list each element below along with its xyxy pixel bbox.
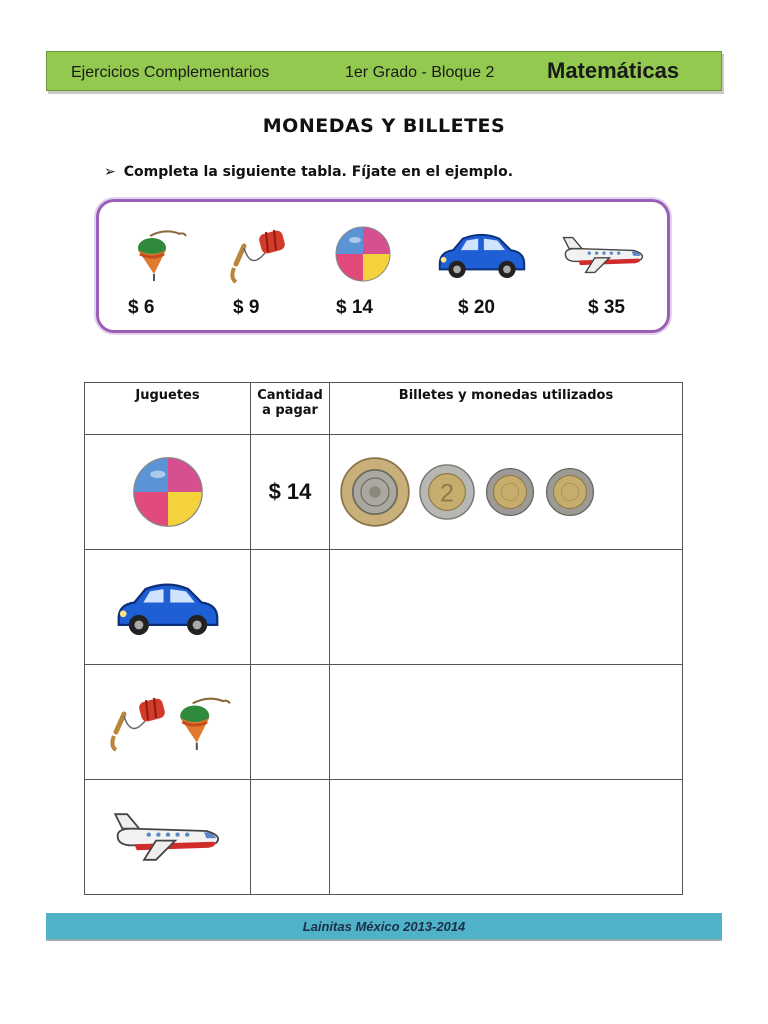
header-amount: Cantidad a pagar [251, 383, 330, 435]
amount-cell[interactable] [251, 780, 330, 895]
header-bar [46, 51, 722, 91]
header-subject-text: Matemáticas [547, 58, 680, 83]
price-car: $ 20 [458, 297, 495, 318]
ten-peso-coin-icon [340, 457, 410, 527]
airplane-icon [108, 807, 228, 867]
page-title: MONEDAS Y BILLETES [262, 115, 506, 137]
one-peso-coin-icon [484, 466, 536, 518]
price-yoyo: $ 9 [233, 297, 260, 318]
footer-bar [46, 913, 722, 941]
table-row [85, 665, 683, 780]
header-toys: Juguetes [85, 383, 251, 435]
toy-cell [85, 780, 251, 895]
toy-cell [85, 435, 251, 550]
table-header-row [85, 383, 683, 435]
yoyo-icon [222, 224, 292, 284]
header-left-text: Ejercicios Complementarios [71, 64, 270, 81]
amount-cell[interactable] [251, 435, 330, 550]
beach-ball-icon [130, 454, 206, 530]
money-cell[interactable] [330, 665, 683, 780]
table-row [85, 780, 683, 895]
amount-value [251, 550, 329, 594]
instruction [104, 164, 513, 180]
amount-value: $ 14 [268, 479, 312, 504]
footer-text: Lainitas México 2013-2014 [302, 919, 466, 934]
money-cell[interactable] [330, 435, 683, 550]
price-spinning-top: $ 6 [128, 297, 155, 318]
beach-ball-icon [333, 224, 393, 284]
amount-value [251, 780, 329, 824]
header-money: Billetes y monedas utilizados [330, 383, 683, 435]
toy-cell [85, 665, 251, 780]
amount-cell[interactable] [251, 665, 330, 780]
arrow-bullet-icon: ➢ [104, 164, 116, 180]
one-peso-coin-icon [544, 466, 596, 518]
toy-cell [85, 550, 251, 665]
yoyo-icon [102, 692, 172, 752]
price-airplane: $ 35 [588, 297, 625, 318]
airplane-icon [558, 232, 650, 278]
price-beach-ball: $ 14 [336, 297, 373, 318]
amount-cell[interactable] [251, 550, 330, 665]
car-icon [112, 573, 224, 641]
table-row [85, 550, 683, 665]
spinning-top-icon [130, 224, 190, 284]
money-cell[interactable] [330, 780, 683, 895]
money-cell[interactable] [330, 550, 683, 665]
instruction-text: Completa la siguiente tabla. Fíjate en el ejemplo. [123, 164, 514, 180]
table-row [85, 435, 683, 550]
worksheet-table [84, 382, 683, 895]
car-icon [434, 224, 530, 284]
spinning-top-icon [172, 691, 234, 753]
two-peso-coin-icon [418, 463, 476, 521]
header-grade-text: 1er Grado - Bloque 2 [345, 64, 495, 81]
amount-value [251, 665, 329, 709]
